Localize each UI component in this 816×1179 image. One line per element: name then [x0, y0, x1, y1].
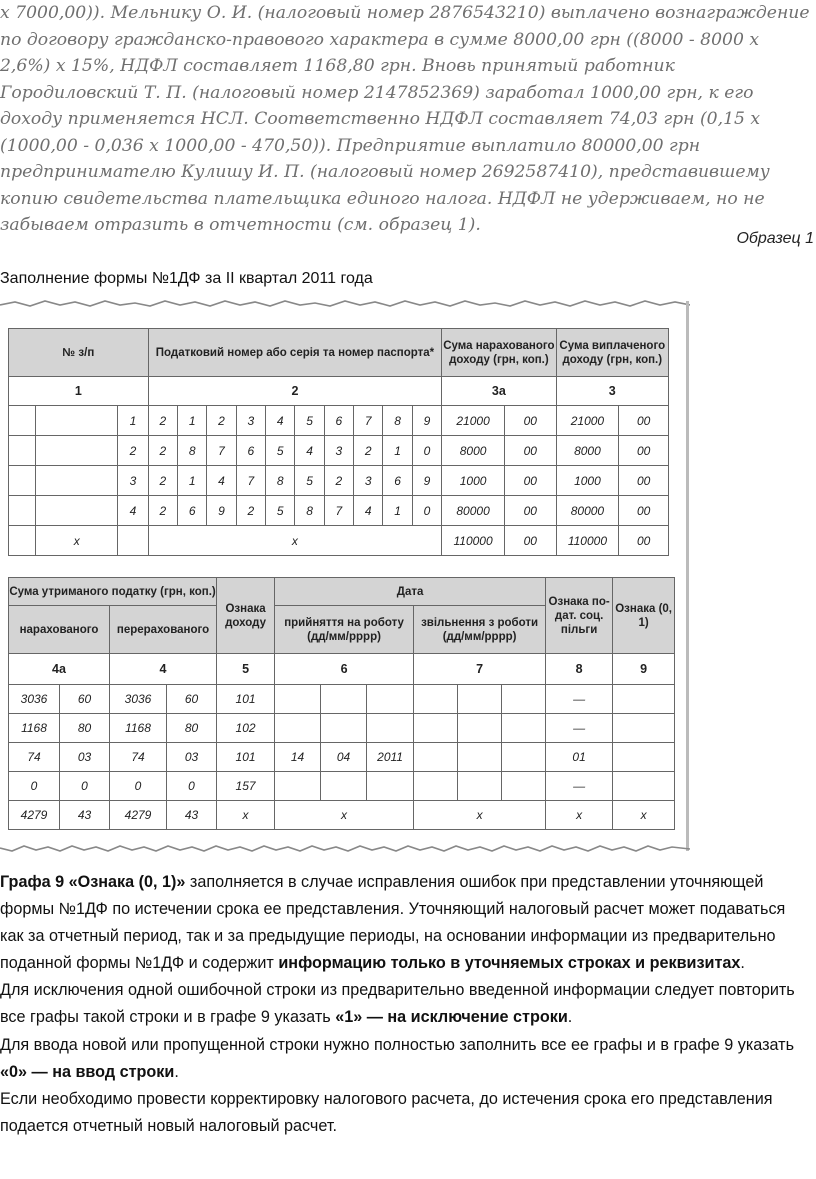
header-date: Дата	[275, 578, 546, 606]
paragraph	[0, 1032, 812, 1086]
fire-year	[502, 685, 546, 714]
tax-digit: 7	[236, 466, 265, 496]
hire-year	[367, 685, 414, 714]
hire-month: 04	[321, 743, 367, 772]
tax-digit: 4	[354, 496, 383, 526]
sign-01	[613, 772, 675, 801]
paid-grn: 80000	[556, 496, 619, 526]
tax-digit: 1	[178, 466, 207, 496]
tax-digit: 2	[148, 406, 177, 436]
total-accrued-kop: 43	[60, 801, 110, 830]
tax-digit: 5	[266, 496, 295, 526]
tax-digit: 2	[148, 496, 177, 526]
header-withheld-tax: Сума утриманого податку (грн, коп.)	[9, 578, 217, 606]
table-row	[9, 685, 675, 714]
torn-top-edge	[0, 297, 690, 311]
accrued-kop: 00	[504, 436, 556, 466]
total-x: x	[217, 801, 275, 830]
tax-digit: 2	[148, 466, 177, 496]
tax-digit: 8	[178, 436, 207, 466]
tax-digit: 5	[295, 466, 324, 496]
tax-digit: 0	[412, 496, 441, 526]
row-number: 4	[118, 496, 148, 526]
transferred-grn: 0	[110, 772, 167, 801]
table-row	[9, 743, 675, 772]
col-number: 8	[546, 654, 613, 685]
benefit-sign: 01	[546, 743, 613, 772]
table-row	[9, 714, 675, 743]
text: Для исключения одной ошибочной строки из предварительно введенной информации следует повторить все графы такой строки и в графе 9 указать	[0, 981, 795, 1027]
header-sign-01: Ознака (0, 1)	[613, 578, 675, 654]
sample-label: Образец 1	[736, 230, 814, 247]
header-tax-number: Податковий номер або серія та номер паспорта*	[148, 329, 442, 377]
accrued-grn: 8000	[442, 436, 505, 466]
fire-month	[458, 685, 502, 714]
total-accrued-grn: 4279	[9, 801, 60, 830]
accrued-kop: 80	[60, 714, 110, 743]
sign-01	[613, 685, 675, 714]
total-transferred-kop: 43	[167, 801, 217, 830]
accrued-kop: 00	[504, 406, 556, 436]
torn-bottom-edge	[0, 842, 690, 856]
tax-digit: 5	[266, 436, 295, 466]
hire-month	[321, 714, 367, 743]
total-paid-grn: 110000	[556, 526, 619, 556]
total-accrued-kop: 00	[504, 526, 556, 556]
form-title: Заполнение формы №1ДФ за II квартал 2011 года	[0, 270, 373, 287]
income-sign: 101	[217, 743, 275, 772]
accrued-grn: 1000	[442, 466, 505, 496]
tax-digit: 3	[236, 406, 265, 436]
tax-digit: 6	[383, 466, 412, 496]
transferred-grn: 74	[110, 743, 167, 772]
tax-digit: 6	[178, 496, 207, 526]
paid-kop: 00	[619, 406, 669, 436]
bold-term: «0» — на ввод строки	[0, 1062, 175, 1081]
fire-day	[414, 714, 458, 743]
tax-digit: 7	[324, 496, 353, 526]
row-number: 3	[118, 466, 148, 496]
header-accrued: нарахованого	[9, 606, 110, 654]
col-number: 3а	[442, 377, 556, 406]
tax-digit: 1	[383, 436, 412, 466]
table-row	[9, 406, 669, 436]
col-number: 1	[9, 377, 149, 406]
tax-digit: 4	[266, 406, 295, 436]
sign-01	[613, 743, 675, 772]
table-total-row	[9, 801, 675, 830]
tax-digit: 5	[295, 406, 324, 436]
paragraph	[0, 977, 812, 1031]
transferred-kop: 80	[167, 714, 217, 743]
tax-digit: 4	[295, 436, 324, 466]
tax-digit: 9	[207, 496, 236, 526]
accrued-grn: 3036	[9, 685, 60, 714]
row-number: 2	[118, 436, 148, 466]
total-x: x	[275, 801, 414, 830]
tax-digit: 4	[207, 466, 236, 496]
hire-year	[367, 772, 414, 801]
paid-kop: 00	[619, 496, 669, 526]
hire-month	[321, 685, 367, 714]
income-sign: 157	[217, 772, 275, 801]
transferred-kop: 03	[167, 743, 217, 772]
benefit-sign: —	[546, 685, 613, 714]
header-row-number: № з/п	[9, 329, 149, 377]
tax-digit: 8	[266, 466, 295, 496]
fire-year	[502, 772, 546, 801]
tax-digit: 6	[236, 436, 265, 466]
col-number: 4а	[9, 654, 110, 685]
total-transferred-grn: 4279	[110, 801, 167, 830]
table-total-row	[9, 526, 669, 556]
bold-term: Графа 9 «Ознака (0, 1)»	[0, 873, 186, 891]
total-x: x	[148, 526, 442, 556]
hire-year: 2011	[367, 743, 414, 772]
benefit-sign: —	[546, 772, 613, 801]
transferred-grn: 3036	[110, 685, 167, 714]
accrued-kop: 00	[504, 496, 556, 526]
text: .	[567, 1008, 573, 1027]
tax-digit: 1	[178, 406, 207, 436]
tax-digit: 0	[412, 436, 441, 466]
tax-digit: 3	[324, 436, 353, 466]
header-fire-date: звільнення з роботи (дд/мм/рррр)	[414, 606, 546, 654]
total-x: x	[36, 526, 118, 556]
header-accrued-income: Сума нарахованого доходу (грн, коп.)	[442, 329, 556, 377]
tax-digit: 9	[412, 466, 441, 496]
table-row	[9, 436, 669, 466]
text: Для ввода новой или пропущенной строки нужно полностью заполнить все ее графы и в графе 9 указать	[0, 1035, 795, 1054]
total-x: x	[414, 801, 546, 830]
paid-grn: 21000	[556, 406, 619, 436]
table-tax	[8, 577, 675, 830]
accrued-kop: 00	[504, 466, 556, 496]
col-number: 6	[275, 654, 414, 685]
fire-month	[458, 772, 502, 801]
hire-year	[367, 714, 414, 743]
transferred-kop: 0	[167, 772, 217, 801]
tax-digit: 2	[236, 496, 265, 526]
accrued-kop: 60	[60, 685, 110, 714]
tax-digit: 1	[383, 496, 412, 526]
col-number: 4	[110, 654, 217, 685]
accrued-grn: 1168	[9, 714, 60, 743]
fire-year	[502, 743, 546, 772]
tax-digit: 2	[354, 436, 383, 466]
col-number: 5	[217, 654, 275, 685]
header-income-sign: Ознака доходу	[217, 578, 275, 654]
paragraph: Если необходимо провести корректировку налогового расчета, до истечения срока его представления подается отчетный новый налоговый расчет.	[0, 1089, 773, 1135]
header-transferred: перерахованого	[110, 606, 217, 654]
row-number: 1	[118, 406, 148, 436]
col-number: 9	[613, 654, 675, 685]
table-row	[9, 496, 669, 526]
hire-day	[275, 685, 321, 714]
fire-day	[414, 685, 458, 714]
hire-day: 14	[275, 743, 321, 772]
fire-day	[414, 772, 458, 801]
income-sign: 101	[217, 685, 275, 714]
income-sign: 102	[217, 714, 275, 743]
tax-digit: 2	[148, 436, 177, 466]
sign-01	[613, 714, 675, 743]
table-income	[8, 328, 669, 556]
hire-day	[275, 772, 321, 801]
intro-paragraph: х 7000,00)). Мельнику О. И. (налоговый номер 2876543210) выплачено вознаграждение по договору гражданско-правового характера в сумме 8000,00 грн ((8000 - 8000 х 2,6%) х 15%, НДФЛ составляет 1168,80 грн. Вновь принятый работник Городиловский Т. П. (налоговый номер 2147852369) заработал 1000,00 грн, к его доходу применяется НСЛ. Соответственно НДФЛ составляет 74,03 грн (0,15 х (1000,00 - 0,036 х 1000,00 - 470,50)). Предприятие выплатило 80000,00 грн предпринимателю Кулишу И. П. (налоговый номер 2692587410), представившему копию свидетельства плательщика единого налога. НДФЛ не удерживаем, но не забываем отразить в отчетности (см. образец 1).	[0, 3, 810, 235]
tax-digit: 7	[354, 406, 383, 436]
paid-kop: 00	[619, 466, 669, 496]
accrued-grn: 0	[9, 772, 60, 801]
total-x: x	[546, 801, 613, 830]
col-number: 3	[556, 377, 668, 406]
total-accrued-grn: 110000	[442, 526, 505, 556]
accrued-grn: 80000	[442, 496, 505, 526]
bold-term: информацию только в уточняемых строках и реквизитах	[278, 954, 741, 973]
total-paid-kop: 00	[619, 526, 669, 556]
fire-day	[414, 743, 458, 772]
text: .	[740, 954, 745, 973]
paid-grn: 8000	[556, 436, 619, 466]
tax-digit: 2	[324, 466, 353, 496]
header-hire-date: прийняття на роботу (дд/мм/рррр)	[275, 606, 414, 654]
accrued-grn: 21000	[442, 406, 505, 436]
tax-digit: 9	[412, 406, 441, 436]
fire-month	[458, 714, 502, 743]
paragraph	[0, 869, 812, 977]
paper-right-edge	[686, 301, 689, 851]
col-number: 2	[148, 377, 442, 406]
fire-year	[502, 714, 546, 743]
header-benefit-sign: Ознака по-дат. соц. пільги	[546, 578, 613, 654]
tax-digit: 7	[207, 436, 236, 466]
accrued-grn: 74	[9, 743, 60, 772]
tax-digit: 8	[295, 496, 324, 526]
explanation-text	[0, 869, 812, 1140]
total-x: x	[613, 801, 675, 830]
tax-digit: 2	[207, 406, 236, 436]
text: заполняется в случае исправления ошибок при представлении уточняющей формы №1ДФ по истечении срока ее представления. Уточняющий налоговый расчет может подаваться как за отчетный период, так и за предыдущие периоды, на основании информации из предварительно поданной формы №1ДФ и содержит	[0, 873, 786, 973]
header-paid-income: Сума виплаченого доходу (грн, коп.)	[556, 329, 668, 377]
hire-month	[321, 772, 367, 801]
paid-grn: 1000	[556, 466, 619, 496]
col-number: 7	[414, 654, 546, 685]
accrued-kop: 0	[60, 772, 110, 801]
benefit-sign: —	[546, 714, 613, 743]
tax-digit: 6	[324, 406, 353, 436]
hire-day	[275, 714, 321, 743]
tax-digit: 3	[354, 466, 383, 496]
tax-digit: 8	[383, 406, 412, 436]
transferred-grn: 1168	[110, 714, 167, 743]
accrued-kop: 03	[60, 743, 110, 772]
paid-kop: 00	[619, 436, 669, 466]
bold-term: «1» — на исключение строки	[335, 1008, 568, 1027]
text: .	[174, 1062, 179, 1081]
transferred-kop: 60	[167, 685, 217, 714]
table-row	[9, 772, 675, 801]
table-row	[9, 466, 669, 496]
fire-month	[458, 743, 502, 772]
form-scan	[0, 301, 686, 851]
